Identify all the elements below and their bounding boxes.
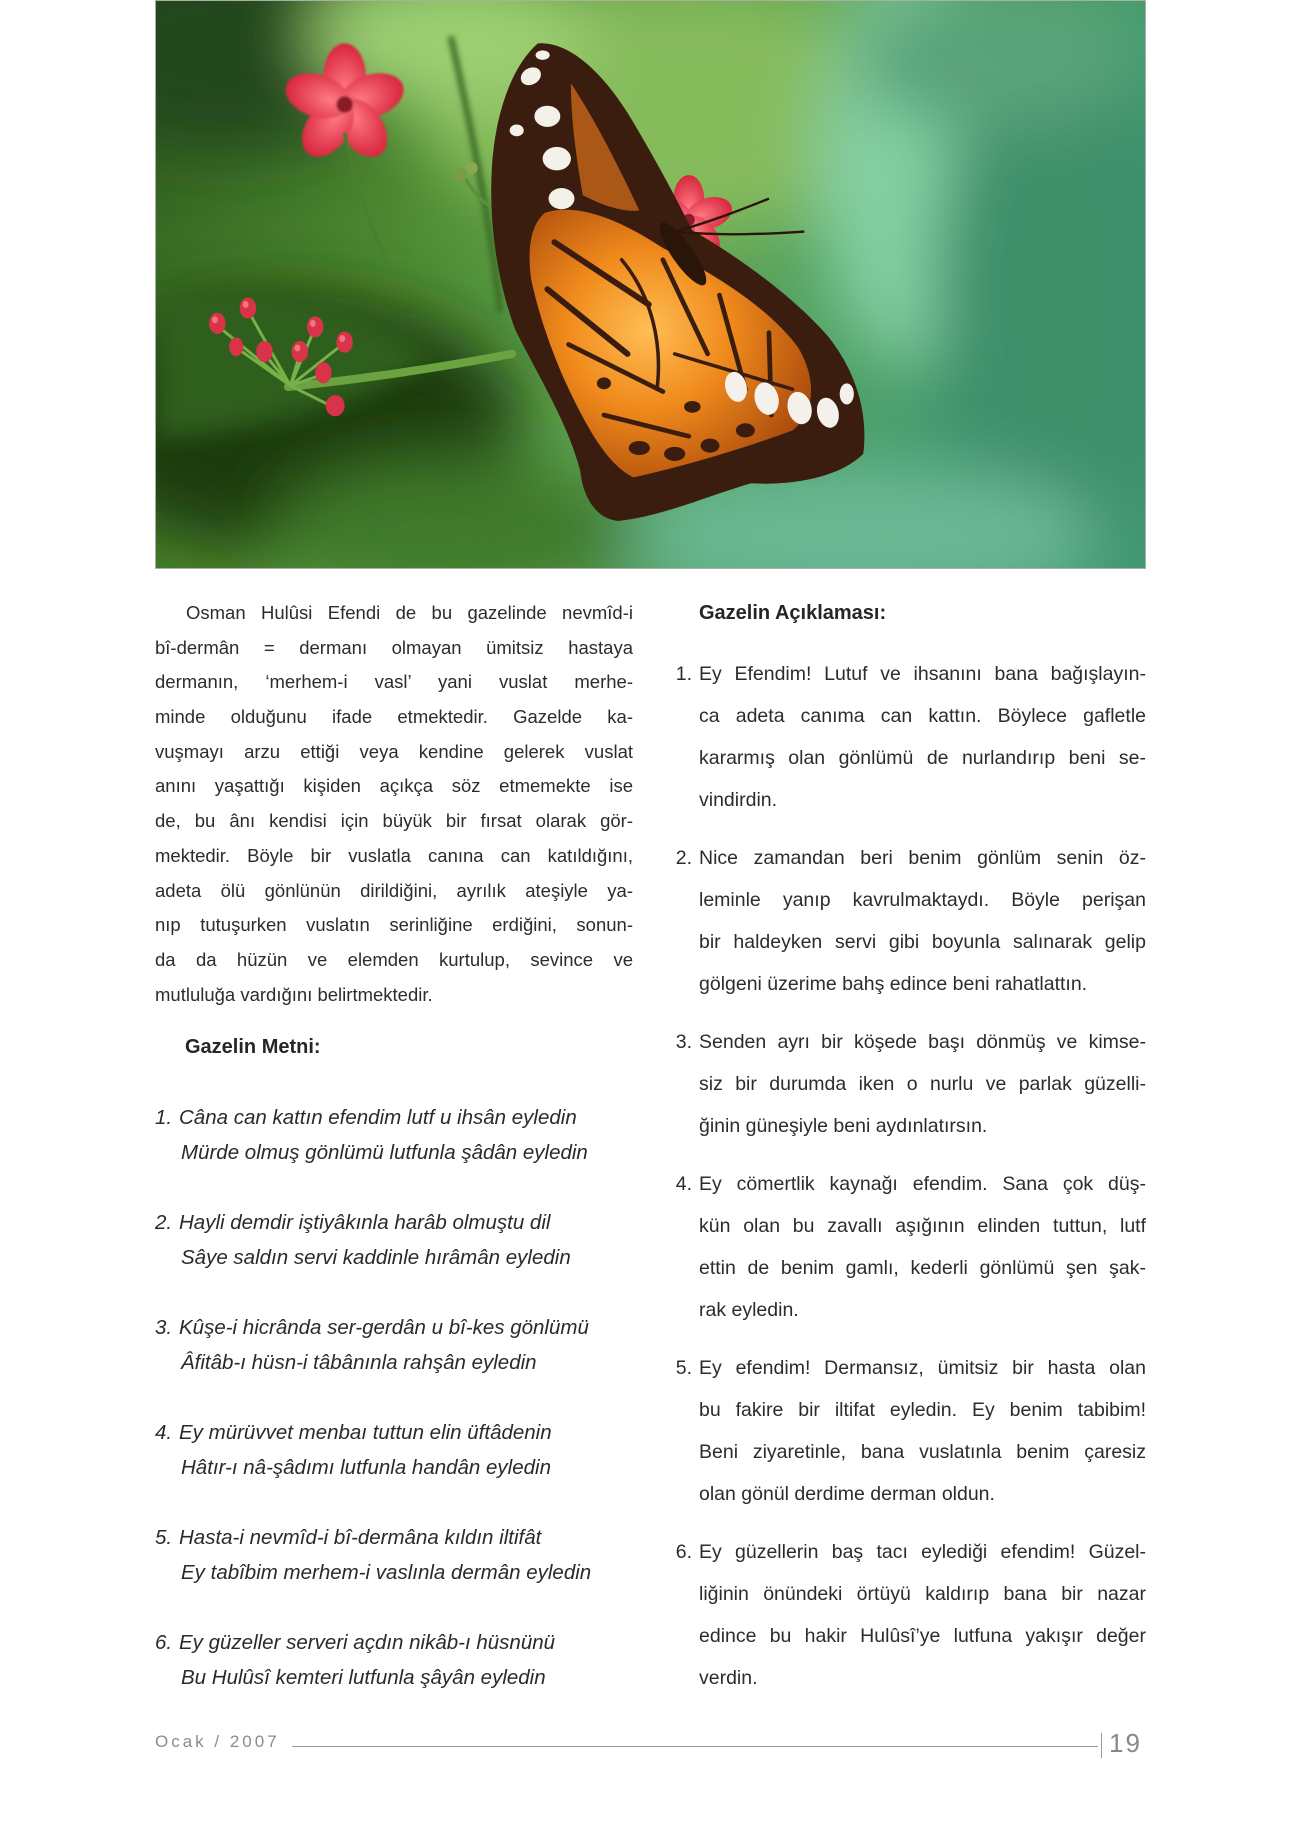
explanation-list [667, 653, 1146, 1699]
right-column [667, 596, 1146, 1699]
intro-line: anını yaşattığı kişiden açıkça söz etmemekte ise [155, 775, 633, 797]
couplet-number: 2. [155, 1210, 173, 1234]
explanation-line: Nice zamandan beri benim gönlüm senin öz- [699, 846, 1146, 869]
explanation-line: verdin. [699, 1666, 758, 1689]
explanation-item [667, 1531, 1146, 1699]
explanation-line: bir haldeyken servi gibi boyunla salınarak gelip [699, 930, 1146, 953]
explanation-line: kün olan bu zavallı aşığının elinden tuttun, lutf [699, 1214, 1146, 1237]
couplet-number: 1. [155, 1105, 173, 1129]
explanation-line: siz bir durumda iken o nurlu ve parlak güzelli- [699, 1072, 1146, 1095]
couplet [155, 1415, 633, 1485]
intro-line: mektedir. Böyle bir vuslatla canına can katıldığını, [155, 844, 633, 866]
intro-line: Osman Hulûsi Efendi de bu gazelinde nevmîd-i [186, 602, 633, 623]
couplet-line [155, 1520, 633, 1555]
intro-line: dermanın, ‘merhem-i vasl’ yani vuslat merhe- [155, 671, 633, 693]
explanation-line: Ey güzellerin baş tacı eylediği efendim! Güzel- [699, 1540, 1146, 1563]
explanation-line: leminle yanıp kavrulmaktaydı. Böyle perişan [699, 888, 1146, 911]
explanation-line: Ey cömertlik kaynağı efendim. Sana çok düş- [699, 1172, 1146, 1195]
explanation-item [667, 1021, 1146, 1147]
couplet-text: Hayli demdir iştiyâkınla harâb olmuştu dil [179, 1210, 551, 1234]
explanation-line: liğinin önündeki örtüyü kaldırıp bana bir nazar [699, 1582, 1146, 1605]
couplet [155, 1625, 633, 1695]
poem-heading: Gazelin Metni: [185, 1036, 321, 1059]
intro-line: vuşmayı arzu ettiği veya kendine gelerek vuslat [155, 740, 633, 762]
intro-line: nıp tutuşurken vuslatın serinliğine erdiğini, sonun- [155, 914, 633, 936]
couplet-line: Âfitâb-ı hüsn-i tâbânınla rahşân eyledin [181, 1350, 537, 1374]
explanation-line: ğinin güneşiyle beni aydınlatırsın. [699, 1114, 988, 1137]
couplet-line [155, 1415, 633, 1450]
butterfly-photo [155, 0, 1146, 569]
page-number: 19 [1109, 1728, 1142, 1758]
explanation-line: olan gönül derdime derman oldun. [699, 1482, 995, 1505]
poem [155, 1100, 633, 1695]
couplet-text: Ey mürüvvet menbaı tuttun elin üftâdenin [179, 1420, 552, 1444]
couplet [155, 1100, 633, 1170]
couplet-line: Hâtır-ı nâ-şâdımı lutfunla handân eyledin [181, 1455, 551, 1479]
explanation-line: Ey Efendim! Lutuf ve ihsanını bana bağışlayın- [699, 662, 1146, 685]
explanation-line: ca adeta canıma can kattın. Böylece gafletle [699, 704, 1146, 727]
intro-line: de, bu ânı kendisi için büyük bir fırsat olarak gör- [155, 810, 633, 832]
couplet-line [155, 1100, 633, 1135]
explanation-item [667, 653, 1146, 821]
couplet [155, 1520, 633, 1590]
butterfly-photo-art [156, 1, 1145, 568]
explanation-line: rak eyledin. [699, 1298, 799, 1321]
couplet-text: Câna can kattın efendim lutf u ihsân eyledin [179, 1105, 577, 1129]
explanation-item [667, 1347, 1146, 1515]
explanation-number: 3. [675, 1030, 692, 1053]
explanation-line: Beni ziyaretinle, bana vuslatınla benim çaresiz [699, 1440, 1146, 1463]
explanation-number: 5. [675, 1356, 692, 1379]
couplet-line [155, 1310, 633, 1345]
footer-rule [292, 1746, 1098, 1747]
explanation-number: 2. [675, 846, 692, 869]
explanation-line: bu fakire bir iltifat eyledin. Ey benim tabibim! [699, 1398, 1146, 1421]
intro-paragraph [155, 596, 633, 1012]
couplet-text: Ey güzeller serveri açdın nikâb-ı hüsnünü [179, 1630, 556, 1654]
couplet-line: Bu Hulûsî kemteri lutfunla şâyân eyledin [181, 1665, 546, 1689]
footer-issue-date: Ocak / 2007 [155, 1732, 280, 1751]
couplet-text: Kûşe-i hicrânda ser-gerdân u bî-kes gönlümü [179, 1315, 589, 1339]
couplet-number: 5. [155, 1525, 173, 1549]
couplet-line: Ey tabîbim merhem-i vaslınla dermân eyledin [181, 1560, 592, 1584]
couplet [155, 1205, 633, 1275]
explanation-number: 1. [675, 662, 692, 685]
explanation-heading: Gazelin Açıklaması: [699, 602, 887, 624]
left-column [155, 596, 633, 1695]
couplet [155, 1310, 633, 1380]
explanation-line: gölgeni üzerime bahş edince beni rahatlattın. [699, 972, 1088, 995]
intro-line: bî-dermân = dermanı olmayan ümitsiz hastaya [155, 636, 633, 658]
couplet-line [155, 1625, 633, 1660]
couplet-number: 4. [155, 1420, 173, 1444]
intro-line: da da hüzün ve elemden kurtulup, sevince ve [155, 948, 633, 970]
couplet-number: 6. [155, 1630, 173, 1654]
explanation-line: kararmış olan gönlümü de nurlandırıp beni se- [699, 746, 1146, 769]
explanation-item [667, 837, 1146, 1005]
explanation-item [667, 1163, 1146, 1331]
intro-line: mutluluğa vardığını belirtmektedir. [155, 983, 433, 1005]
explanation-line: ettin de benim gamlı, kederli gönlümü şen şak- [699, 1256, 1146, 1279]
intro-line: minde olduğunu ifade etmektedir. Gazelde ka- [155, 706, 633, 728]
couplet-line [155, 1205, 633, 1240]
explanation-number: 4. [675, 1172, 692, 1195]
couplet-text: Hasta-i nevmîd-i bî-dermâna kıldın iltifât [179, 1525, 542, 1549]
intro-line: adeta ölü gönlünün dirildiğini, ayrılık ateşiyle ya- [155, 879, 633, 901]
explanation-line: edince bu hakir Hulûsî’ye lutfuna yakışır değer [699, 1624, 1146, 1647]
explanation-line: Ey efendim! Dermansız, ümitsiz bir hasta olan [699, 1356, 1146, 1379]
explanation-line: Senden ayrı bir köşede başı dönmüş ve kimse- [699, 1030, 1146, 1053]
explanation-number: 6. [675, 1540, 692, 1563]
footer-divider [1101, 1733, 1102, 1758]
couplet-line: Mürde olmuş gönlümü lutfunla şâdân eyledin [181, 1140, 588, 1164]
couplet-line: Sâye saldın servi kaddinle hırâmân eyledin [181, 1245, 571, 1269]
explanation-line: vindirdin. [699, 788, 778, 811]
couplet-number: 3. [155, 1315, 173, 1339]
